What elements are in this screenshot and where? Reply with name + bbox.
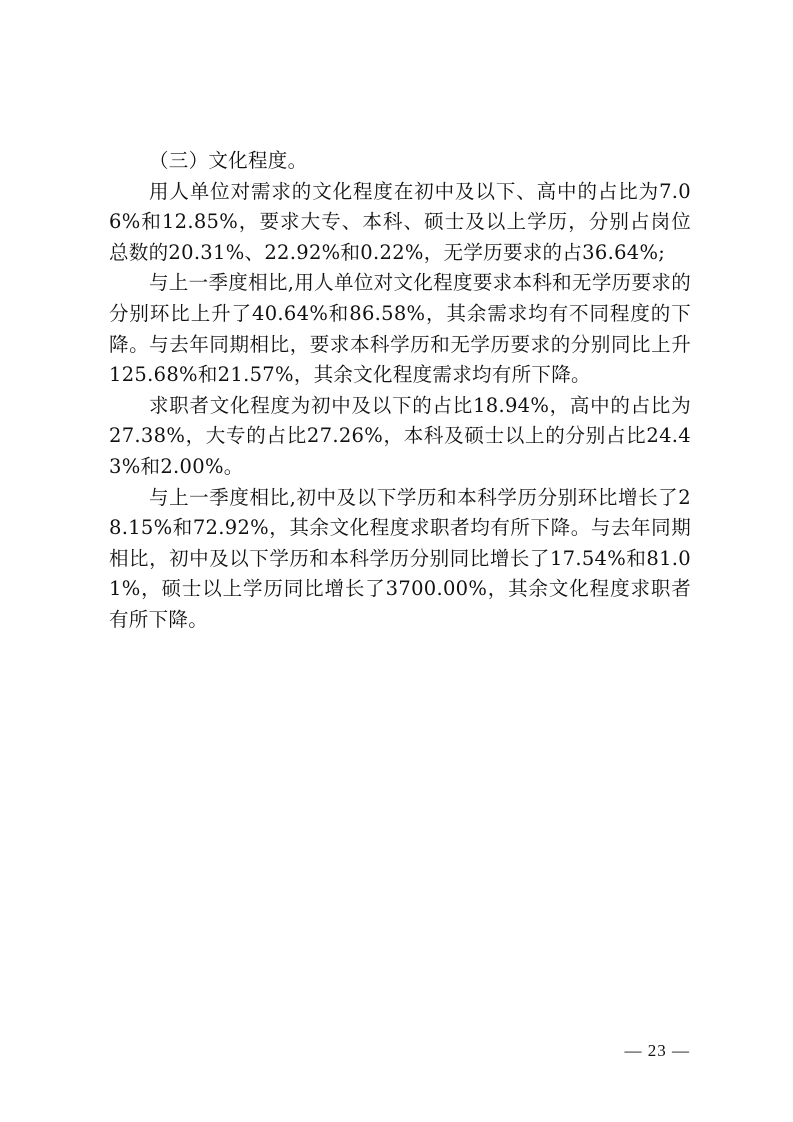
paragraph-jobseeker-education: 求职者文化程度为初中及以下的占比18.94%，高中的占比为27.38%，大专的占比27.26%，本科及硕士以上的分别占比24.43%和2.00%。 [109,393,691,478]
paragraph-jobseeker-comparison: 与上一季度相比,初中及以下学历和本科学历分别环比增长了28.15%和72.92%，其余文化程度求职者均有所下降。与去年同期相比，初中及以下学历和本科学历分别同比增长了17.54%和81.01%，硕士以上学历同比增长了3700.00%，其余文化程度求职者有所下降。 [109,485,691,631]
document-body [109,146,691,636]
section-heading: （三）文化程度。 [148,149,308,172]
paragraph-employer-comparison: 与上一季度相比,用人单位对文化程度要求本科和无学历要求的分别环比上升了40.64%和86.58%，其余需求均有不同程度的下降。与去年同期相比，要求本科学历和无学历要求的分别同比上升125.68%和21.57%，其余文化程度需求均有所下降。 [109,271,691,387]
paragraph-employer-demand: 用人单位对需求的文化程度在初中及以下、高中的占比为7.06%和12.85%，要求大专、本科、硕士及以上学历，分别占岗位总数的20.31%、22.92%和0.22%，无学历要求的占36.64%; [109,179,691,264]
page-number: — 23 — [624,1041,690,1060]
